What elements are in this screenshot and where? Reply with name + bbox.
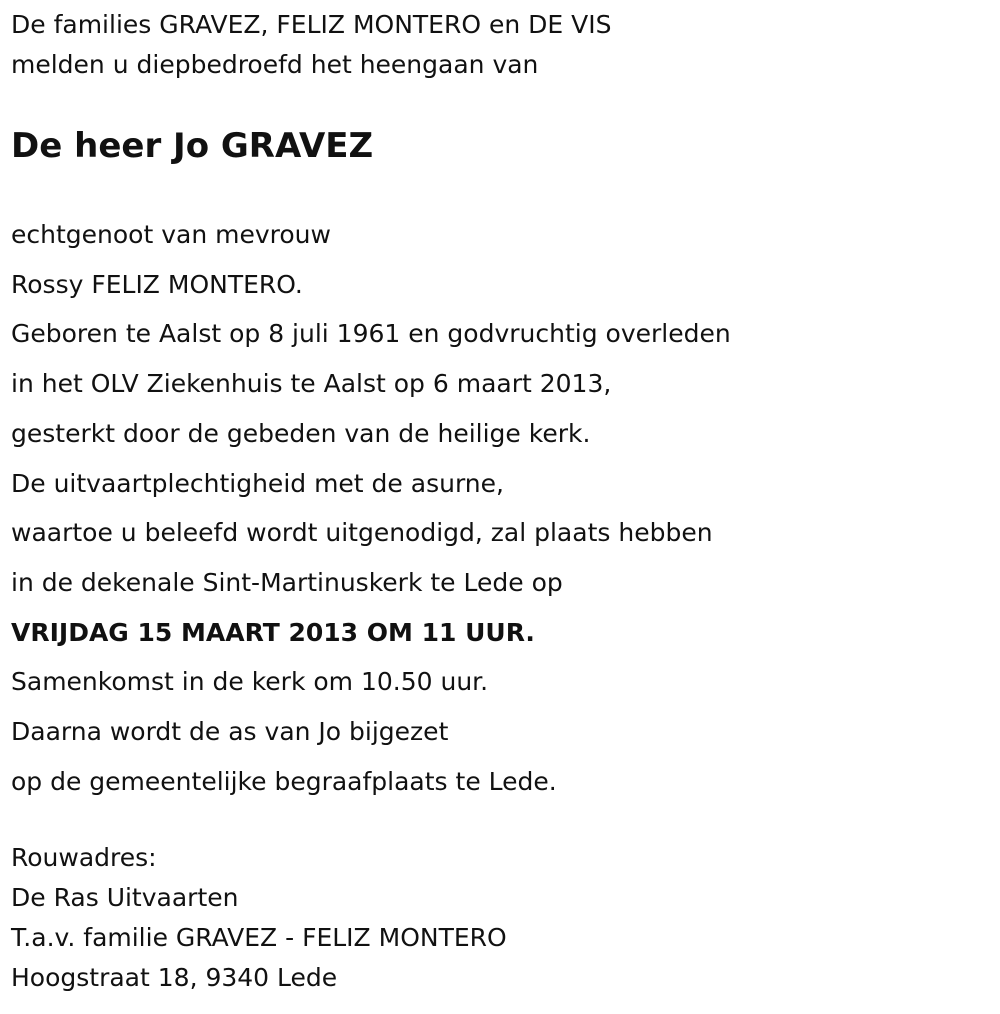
address-line-attention: T.a.v. familie GRAVEZ - FELIZ MONTERO bbox=[11, 923, 507, 952]
body-line-death: in het OLV Ziekenhuis te Aalst op 6 maart 2013, bbox=[11, 369, 612, 399]
body-line-funeral-date: VRIJDAG 15 MAART 2013 OM 11 UUR. bbox=[11, 617, 535, 647]
intro-block bbox=[11, 5, 611, 85]
body-line-spouse-intro: echtgenoot van mevrouw bbox=[11, 220, 331, 249]
address-line-company: De Ras Uitvaarten bbox=[11, 883, 239, 912]
body-line-spouse-name: Rossy FELIZ MONTERO. bbox=[11, 269, 303, 299]
body-line-birth: Geboren te Aalst op 8 juli 1961 en godvruchtig overleden bbox=[11, 319, 731, 349]
mourning-address bbox=[11, 838, 507, 998]
deceased-name-heading: De heer Jo GRAVEZ bbox=[11, 126, 374, 166]
body-line-ceremony: De uitvaartplechtigheid met de asurne, bbox=[11, 468, 504, 498]
body-line-gathering: Samenkomst in de kerk om 10.50 uur. bbox=[11, 667, 489, 697]
address-line-street: Hoogstraat 18, 9340 Lede bbox=[11, 963, 338, 992]
intro-line-families: De families GRAVEZ, FELIZ MONTERO en DE VIS bbox=[11, 10, 612, 39]
body-line-sacraments: gesterkt door de gebeden van de heilige kerk. bbox=[11, 418, 591, 448]
intro-line-announcement: melden u diepbedroefd het heengaan van bbox=[11, 50, 539, 79]
obituary-body bbox=[11, 210, 731, 806]
body-line-interment: Daarna wordt de as van Jo bijgezet bbox=[11, 717, 449, 747]
address-label: Rouwadres: bbox=[11, 843, 157, 872]
body-line-invitation: waartoe u beleefd wordt uitgenodigd, zal plaats hebben bbox=[11, 518, 713, 548]
body-line-church: in de dekenale Sint-Martinuskerk te Lede op bbox=[11, 567, 563, 597]
body-line-cemetery: op de gemeentelijke begraafplaats te Lede. bbox=[11, 766, 557, 796]
